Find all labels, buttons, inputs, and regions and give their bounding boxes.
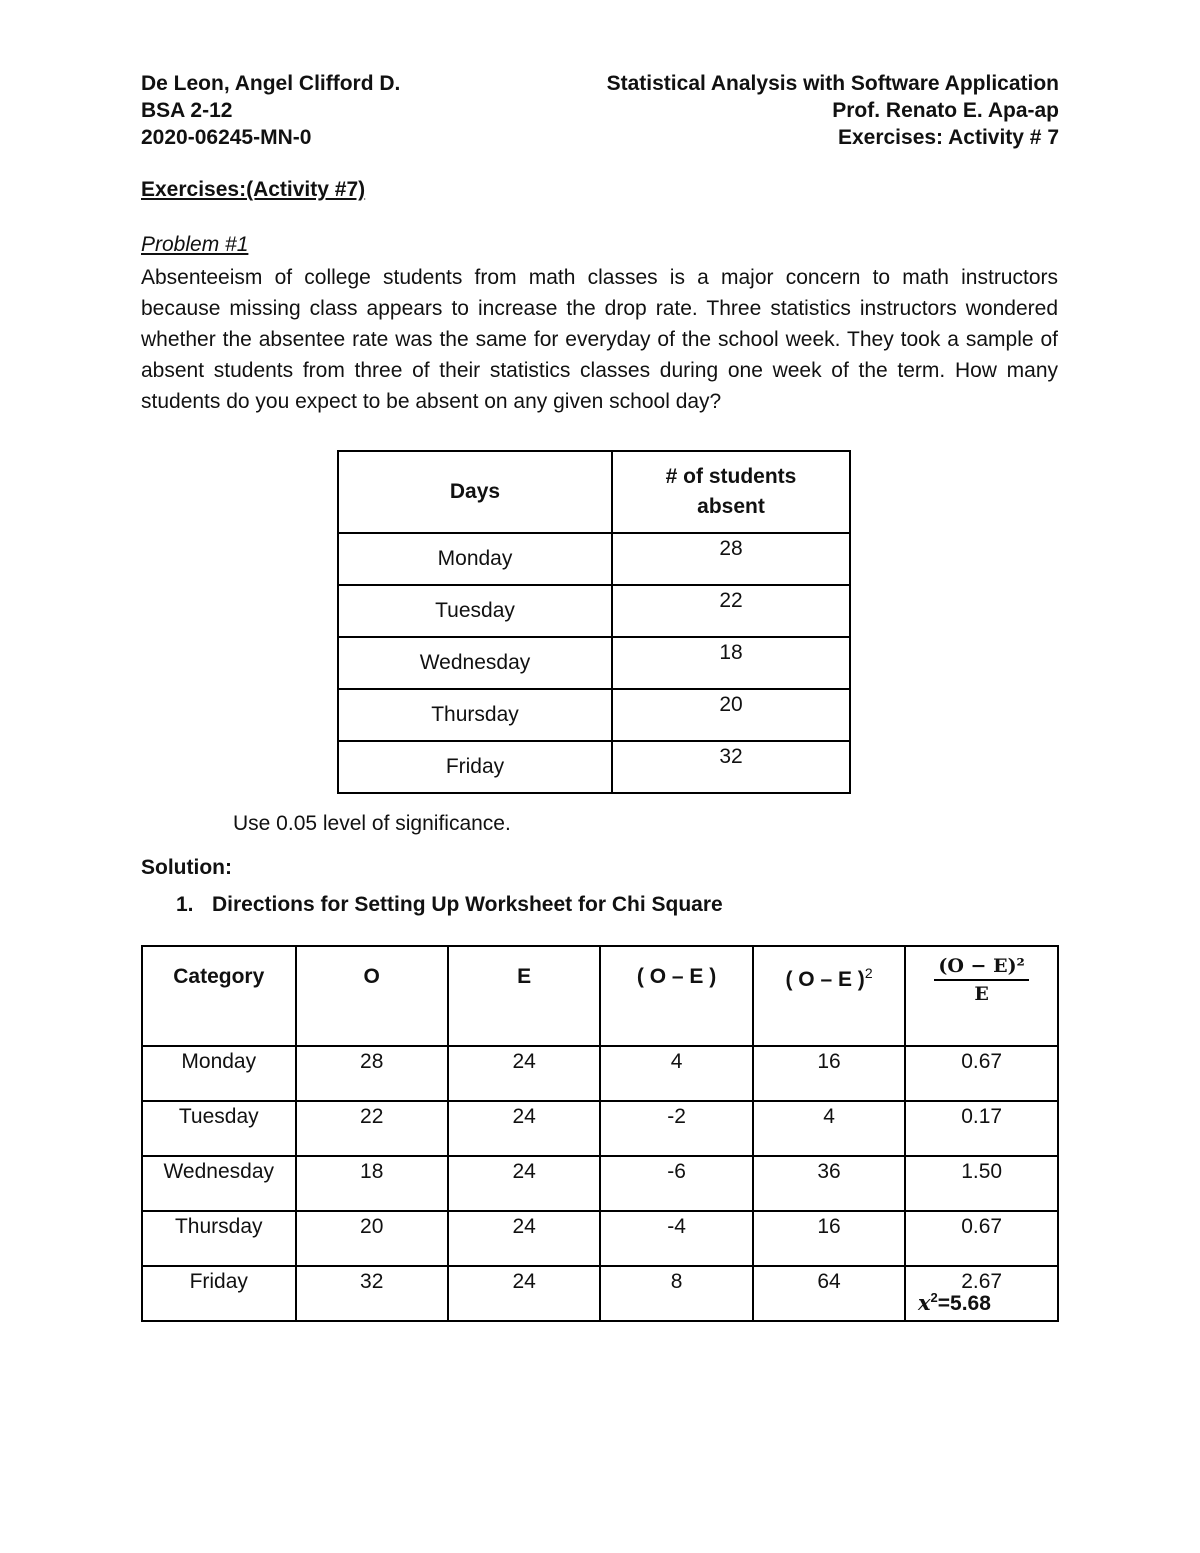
absence-table — [337, 450, 851, 794]
header-expected: E — [448, 946, 600, 1046]
category-cell: Monday — [142, 1046, 296, 1101]
header-difference: ( O – E ) — [600, 946, 752, 1046]
difference-cell: 8 — [600, 1266, 752, 1321]
table-row — [338, 637, 850, 689]
observed-cell: 32 — [296, 1266, 448, 1321]
direction-number: 1. — [176, 893, 194, 916]
chi-component-cell: 0.67 — [905, 1211, 1058, 1266]
significance-note: Use 0.05 level of significance. — [233, 812, 511, 835]
absent-cell: 28 — [612, 533, 850, 585]
table-row — [142, 1046, 1058, 1101]
category-cell: Friday — [142, 1266, 296, 1321]
chi-exponent: 2 — [930, 1290, 938, 1305]
squared-cell: 36 — [753, 1156, 905, 1211]
chi-square-table — [141, 945, 1059, 1322]
category-cell: Thursday — [142, 1211, 296, 1266]
day-cell: Monday — [338, 533, 612, 585]
table-header-row — [338, 451, 850, 533]
day-cell: Tuesday — [338, 585, 612, 637]
student-info — [141, 70, 400, 151]
absent-cell: 18 — [612, 637, 850, 689]
student-number: 2020-06245-MN-0 — [141, 126, 312, 149]
chi-value: =5.68 — [937, 1292, 991, 1315]
direction-heading — [176, 893, 723, 917]
professor-name: Prof. Renato E. Apa-ap — [832, 99, 1059, 122]
day-cell: Wednesday — [338, 637, 612, 689]
header-difference-squared: ( O – E )$^2$ — [753, 946, 905, 1046]
observed-cell: 20 — [296, 1211, 448, 1266]
absent-cell: 32 — [612, 741, 850, 793]
observed-cell: 28 — [296, 1046, 448, 1101]
category-cell: Tuesday — [142, 1101, 296, 1156]
header-chi-fraction — [905, 946, 1058, 1046]
chi-component-cell: 2.67 — [905, 1266, 1058, 1321]
table-row — [338, 585, 850, 637]
chi-square-total — [918, 1290, 991, 1316]
observed-cell: 18 — [296, 1156, 448, 1211]
chi-component-cell: 0.67 — [905, 1046, 1058, 1101]
day-cell: Friday — [338, 741, 612, 793]
chi-component-cell: 1.50 — [905, 1156, 1058, 1211]
squared-cell: 64 — [753, 1266, 905, 1321]
table-row — [338, 533, 850, 585]
problem-label: Problem #1 — [141, 233, 249, 256]
header-category: Category — [142, 946, 296, 1046]
header-days: Days — [338, 451, 612, 533]
expected-cell: 24 — [448, 1266, 600, 1321]
chi-component-cell: 0.17 — [905, 1101, 1058, 1156]
student-name: De Leon, Angel Clifford D. — [141, 72, 401, 95]
squared-cell: 16 — [753, 1046, 905, 1101]
difference-cell: 4 — [600, 1046, 752, 1101]
table-row — [142, 1101, 1058, 1156]
difference-cell: -2 — [600, 1101, 752, 1156]
observed-cell: 22 — [296, 1101, 448, 1156]
exercise-title: Exercises:(Activity #7) — [141, 178, 366, 201]
day-cell: Thursday — [338, 689, 612, 741]
table-header-row — [142, 946, 1058, 1046]
fraction-numerator: (O − E)² — [934, 955, 1028, 981]
table-row — [142, 1156, 1058, 1211]
difference-cell: -6 — [600, 1156, 752, 1211]
direction-text: Directions for Setting Up Worksheet for Chi Square — [212, 893, 723, 916]
squared-cell: 16 — [753, 1211, 905, 1266]
expected-cell: 24 — [448, 1156, 600, 1211]
fraction-denominator: E — [974, 983, 989, 1005]
course-info — [607, 70, 1059, 151]
absent-cell: 22 — [612, 585, 850, 637]
expected-cell: 24 — [448, 1101, 600, 1156]
solution-label: Solution: — [141, 856, 232, 879]
student-section: BSA 2-12 — [141, 99, 233, 122]
category-cell: Wednesday — [142, 1156, 296, 1211]
activity-label: Exercises: Activity # 7 — [837, 126, 1059, 149]
squared-cell: 4 — [753, 1101, 905, 1156]
difference-cell: -4 — [600, 1211, 752, 1266]
absent-cell: 20 — [612, 689, 850, 741]
header-absent: # of students absent — [612, 451, 850, 533]
table-row — [338, 689, 850, 741]
expected-cell: 24 — [448, 1211, 600, 1266]
header-observed: O — [296, 946, 448, 1046]
problem-paragraph: Absenteeism of college students from math classes is a major concern to math instructors because missing class appears to increase the drop rate. Three statistics instructors wondered whether the absentee rate was the same for everyday of the school week. They took a sample of absent students from three of their statistics classes during one week of the term. How many students do you expect to be absent on any given school day? — [141, 266, 1058, 413]
table-row — [338, 741, 850, 793]
chi-symbol: x — [918, 1290, 931, 1315]
fraction-formula — [934, 955, 1028, 1005]
table-row — [142, 1211, 1058, 1266]
course-title: Statistical Analysis with Software Application — [606, 72, 1059, 95]
expected-cell: 24 — [448, 1046, 600, 1101]
